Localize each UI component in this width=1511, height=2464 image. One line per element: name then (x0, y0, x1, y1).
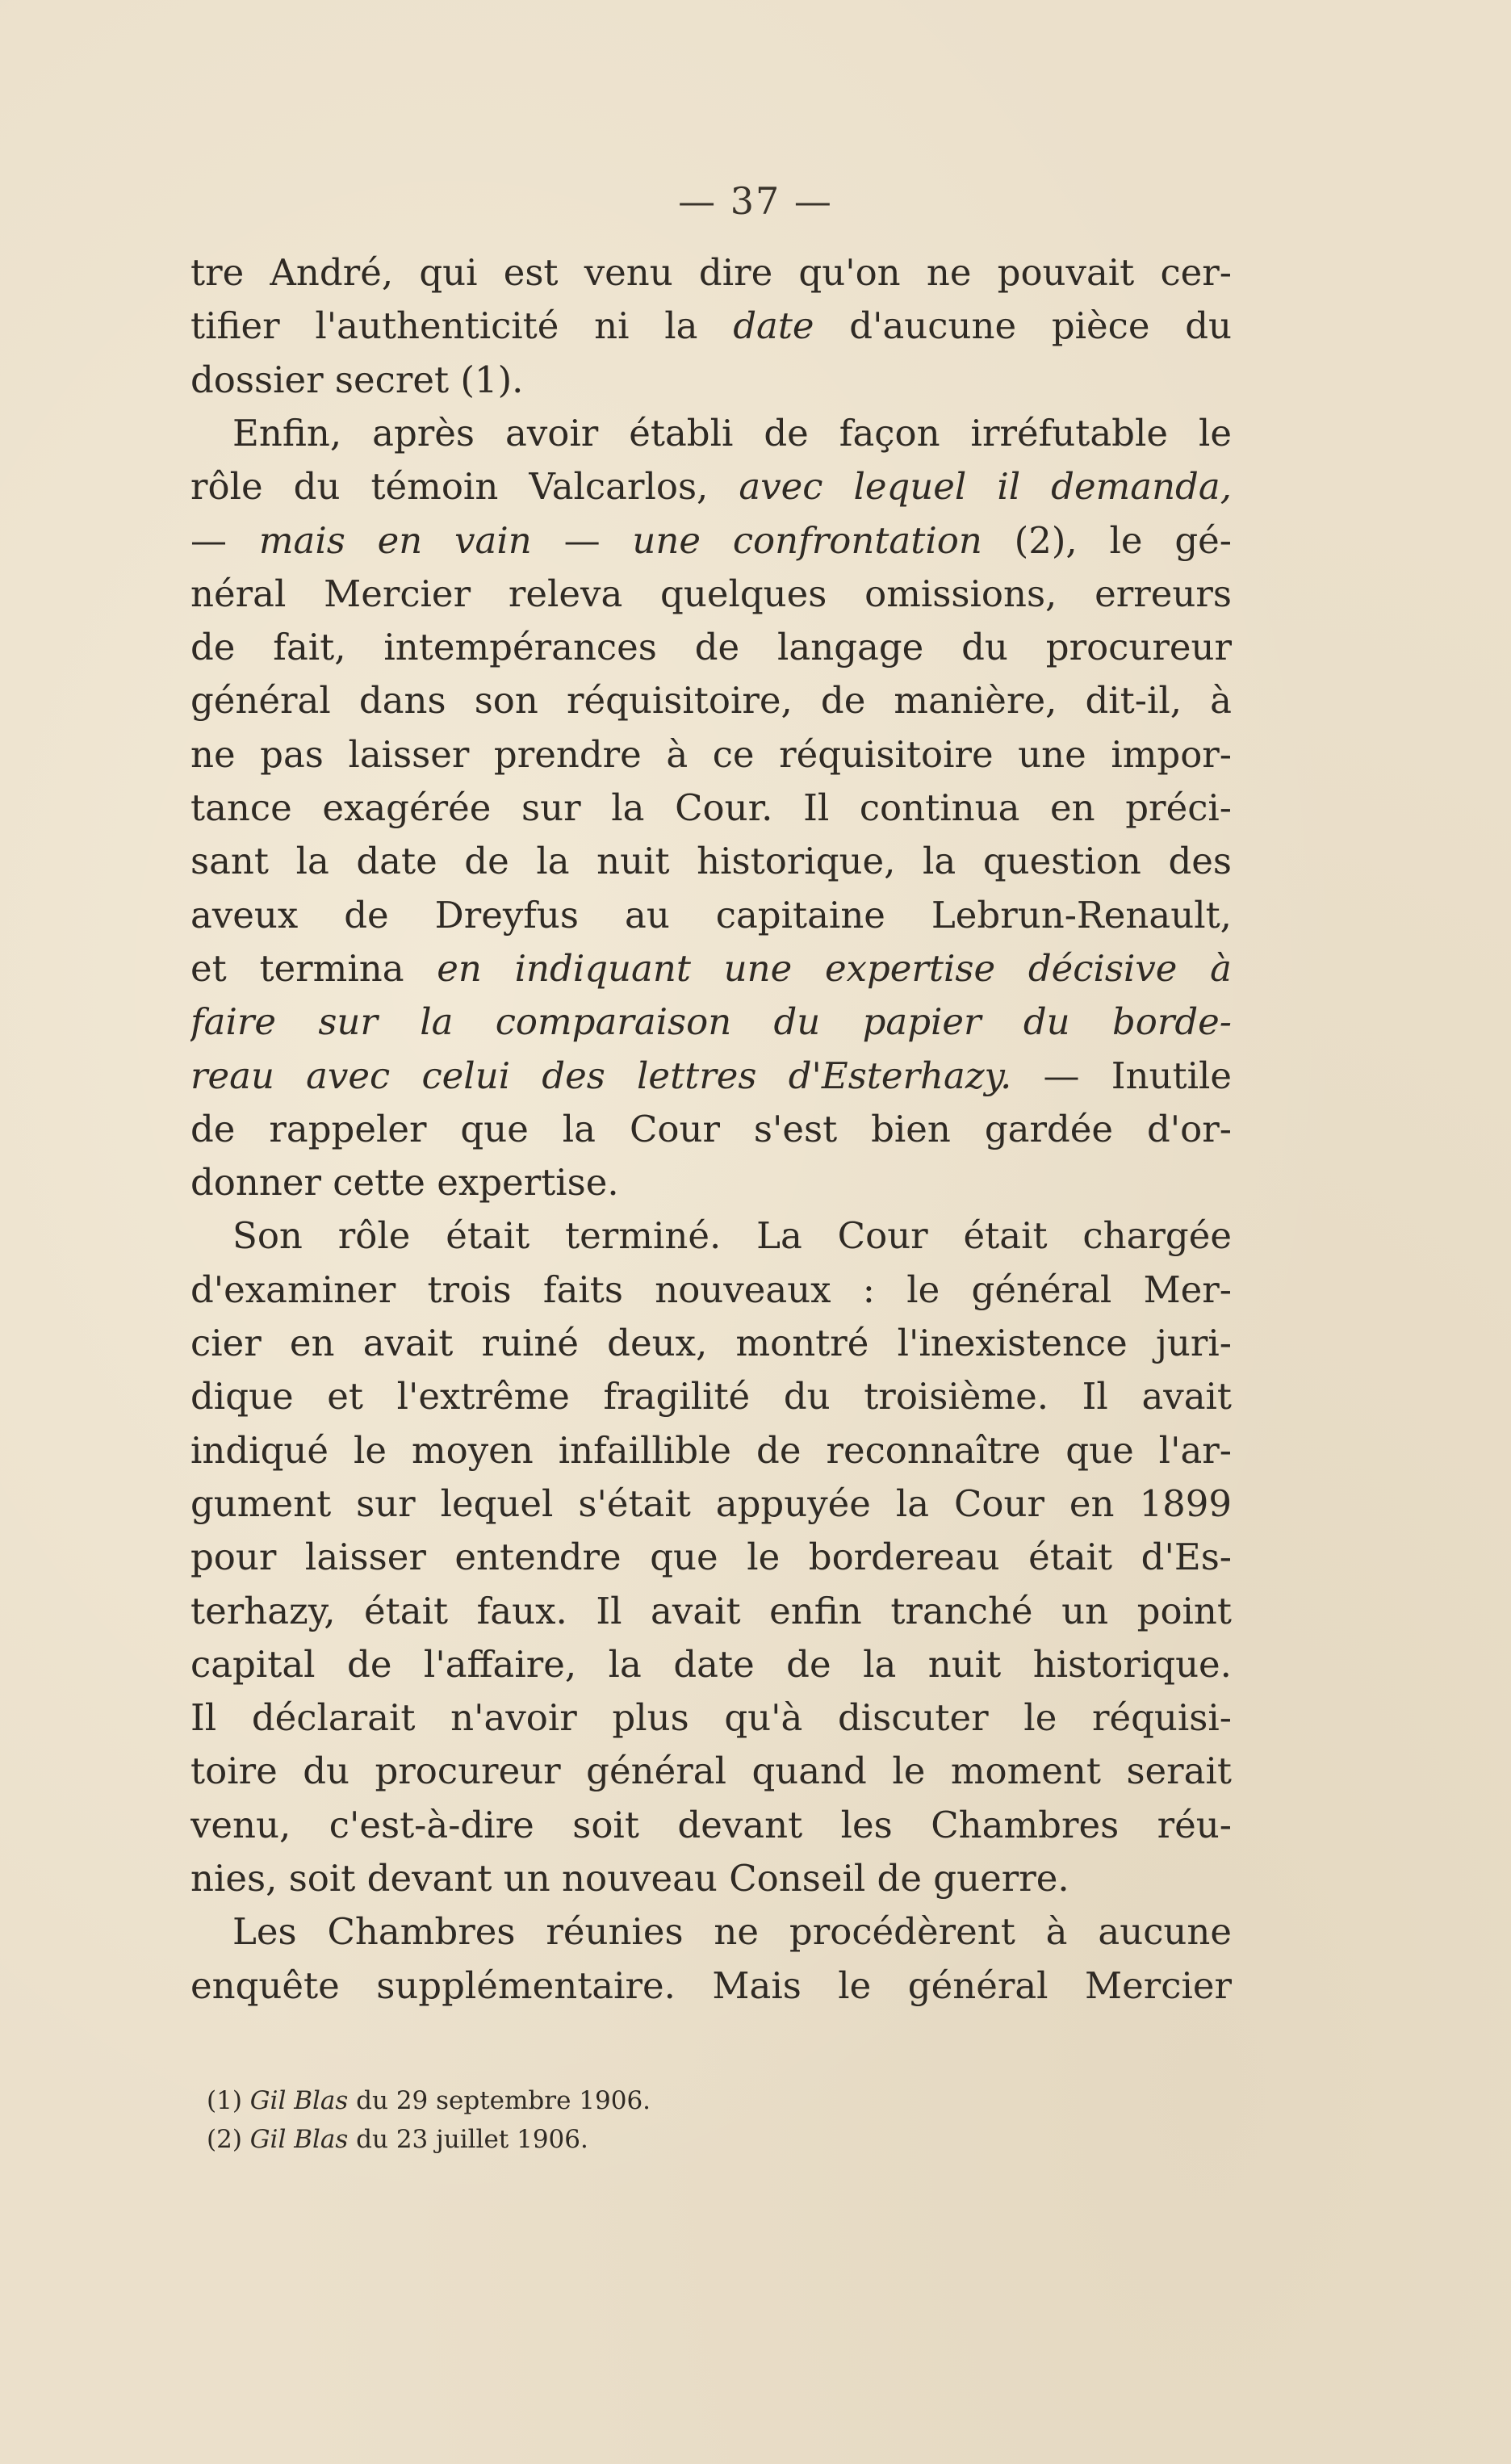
text-span: ne pas laisser prendre à ce réquisitoire une impor- (190, 732, 1232, 776)
text-span: indiqué le moyen infaillible de reconnaître que l'ar- (190, 1428, 1232, 1472)
text-span: — Inutile (1011, 1054, 1232, 1097)
text-line (190, 1476, 1232, 1532)
text-line (190, 352, 1232, 409)
text-span: Enfin, après avoir établi de façon irréfutable le (232, 411, 1232, 455)
text-line (190, 1797, 1232, 1854)
text-span: sant la date de la nuit historique, la question des (190, 840, 1232, 883)
text-span: d'aucune pièce du (814, 304, 1232, 348)
text-line (190, 566, 1232, 622)
text-line (190, 1743, 1232, 1800)
text-span: — (531, 518, 633, 562)
text-span: enquête supplémentaire. Mais le général Mercier (190, 1963, 1232, 2007)
text-line (190, 1368, 1232, 1425)
text-span: général dans son réquisitoire, de manière, dit-il, à (190, 679, 1232, 723)
text-line (190, 513, 1232, 569)
page-number: — 37 — (678, 179, 833, 223)
text-span: Son rôle était terminé. La Cour était chargée (232, 1214, 1232, 1258)
text-span: terhazy, était faux. Il avait enfin tranché un point (190, 1589, 1232, 1632)
text-span: aveux de Dreyfus au capitaine Lebrun-Renault, (190, 893, 1232, 937)
text-span: rôle du témoin Valcarlos, (190, 465, 739, 509)
text-span: dossier secret (1). (190, 358, 524, 401)
text-span: venu, c'est-à-dire soit devant les Chambres réu- (190, 1803, 1232, 1846)
text-span: nies, soit devant un nouveau Conseil de guerre. (190, 1857, 1069, 1900)
text-line (190, 833, 1232, 890)
text-line (190, 1423, 1232, 1479)
footnote (207, 2122, 933, 2157)
text-line (190, 1048, 1232, 1104)
text-line (190, 1315, 1232, 1372)
italic-text: une confrontation (632, 518, 982, 562)
text-line (190, 941, 1232, 997)
text-span: (2), le gé- (982, 518, 1232, 562)
text-line (190, 298, 1232, 354)
text-line (190, 780, 1232, 836)
text-line (190, 405, 1232, 462)
footnote-text: du 23 juillet 1906. (348, 2125, 588, 2154)
text-line (190, 727, 1232, 783)
text-line (190, 1208, 1232, 1264)
text-line (190, 673, 1232, 729)
footnote-number: (1) (207, 2086, 250, 2115)
text-line (190, 245, 1232, 301)
text-span: d'examiner trois faits nouveaux : le général Mer- (190, 1268, 1232, 1311)
text-line (190, 1850, 1232, 1907)
italic-text: avec lequel il demanda, (739, 465, 1232, 509)
text-line (190, 1636, 1232, 1693)
italic-text: faire sur la comparaison du papier du borde- (190, 1000, 1232, 1044)
text-span: — (190, 518, 259, 562)
text-line (190, 1958, 1232, 2014)
text-span: cier en avait ruiné deux, montré l'inexistence juri- (190, 1322, 1232, 1364)
text-span: dique et l'extrême fragilité du troisième. Il avait (190, 1375, 1232, 1418)
text-span: tance exagérée sur la Cour. Il continua en préci- (190, 786, 1232, 829)
text-line (190, 459, 1232, 515)
text-line (190, 1154, 1232, 1211)
text-span: Il déclarait n'avoir plus qu'à discuter le réquisi- (190, 1696, 1232, 1740)
footnote (207, 2083, 933, 2118)
text-span: Les Chambres réunies ne procédèrent à aucune (232, 1910, 1232, 1954)
italic-text: date (733, 304, 814, 348)
italic-text: mais en vain (258, 518, 532, 562)
text-line (190, 1904, 1232, 1960)
text-line (190, 1583, 1232, 1640)
footnote-source: Gil Blas (249, 2086, 349, 2115)
text-span: tifier l'authenticité ni la (190, 304, 734, 348)
text-span: donner cette expertise. (190, 1161, 619, 1205)
text-line (190, 619, 1232, 676)
text-span: tre André, qui est venu dire qu'on ne pouvait cer- (190, 251, 1232, 294)
text-span: toire du procureur général quand le moment serait (190, 1750, 1232, 1793)
footnote-number: (2) (207, 2125, 250, 2154)
text-line (190, 994, 1232, 1050)
text-span: de fait, intempérances de langage du procureur (190, 626, 1232, 669)
text-line (190, 887, 1232, 944)
italic-text: en indiquant une expertise décisive à (437, 946, 1232, 990)
text-span: gument sur lequel s'était appuyée la Cour en 1899 (190, 1481, 1232, 1525)
footnote-source: Gil Blas (249, 2125, 349, 2154)
text-line (190, 1101, 1232, 1158)
text-span: néral Mercier releva quelques omissions, erreurs (190, 572, 1232, 615)
text-span: de rappeler que la Cour s'est bien gardée d'or- (190, 1107, 1232, 1150)
footnote-text: du 29 septembre 1906. (348, 2086, 651, 2115)
italic-text: reau avec celui des lettres d'Esterhazy. (190, 1054, 1012, 1097)
text-line (190, 1262, 1232, 1318)
text-span: pour laisser entendre que le bordereau était d'Es- (190, 1536, 1232, 1579)
text-span: et termina (190, 946, 437, 990)
text-span: capital de l'affaire, la date de la nuit historique. (190, 1642, 1232, 1686)
text-line (190, 1690, 1232, 1746)
text-line (190, 1529, 1232, 1586)
